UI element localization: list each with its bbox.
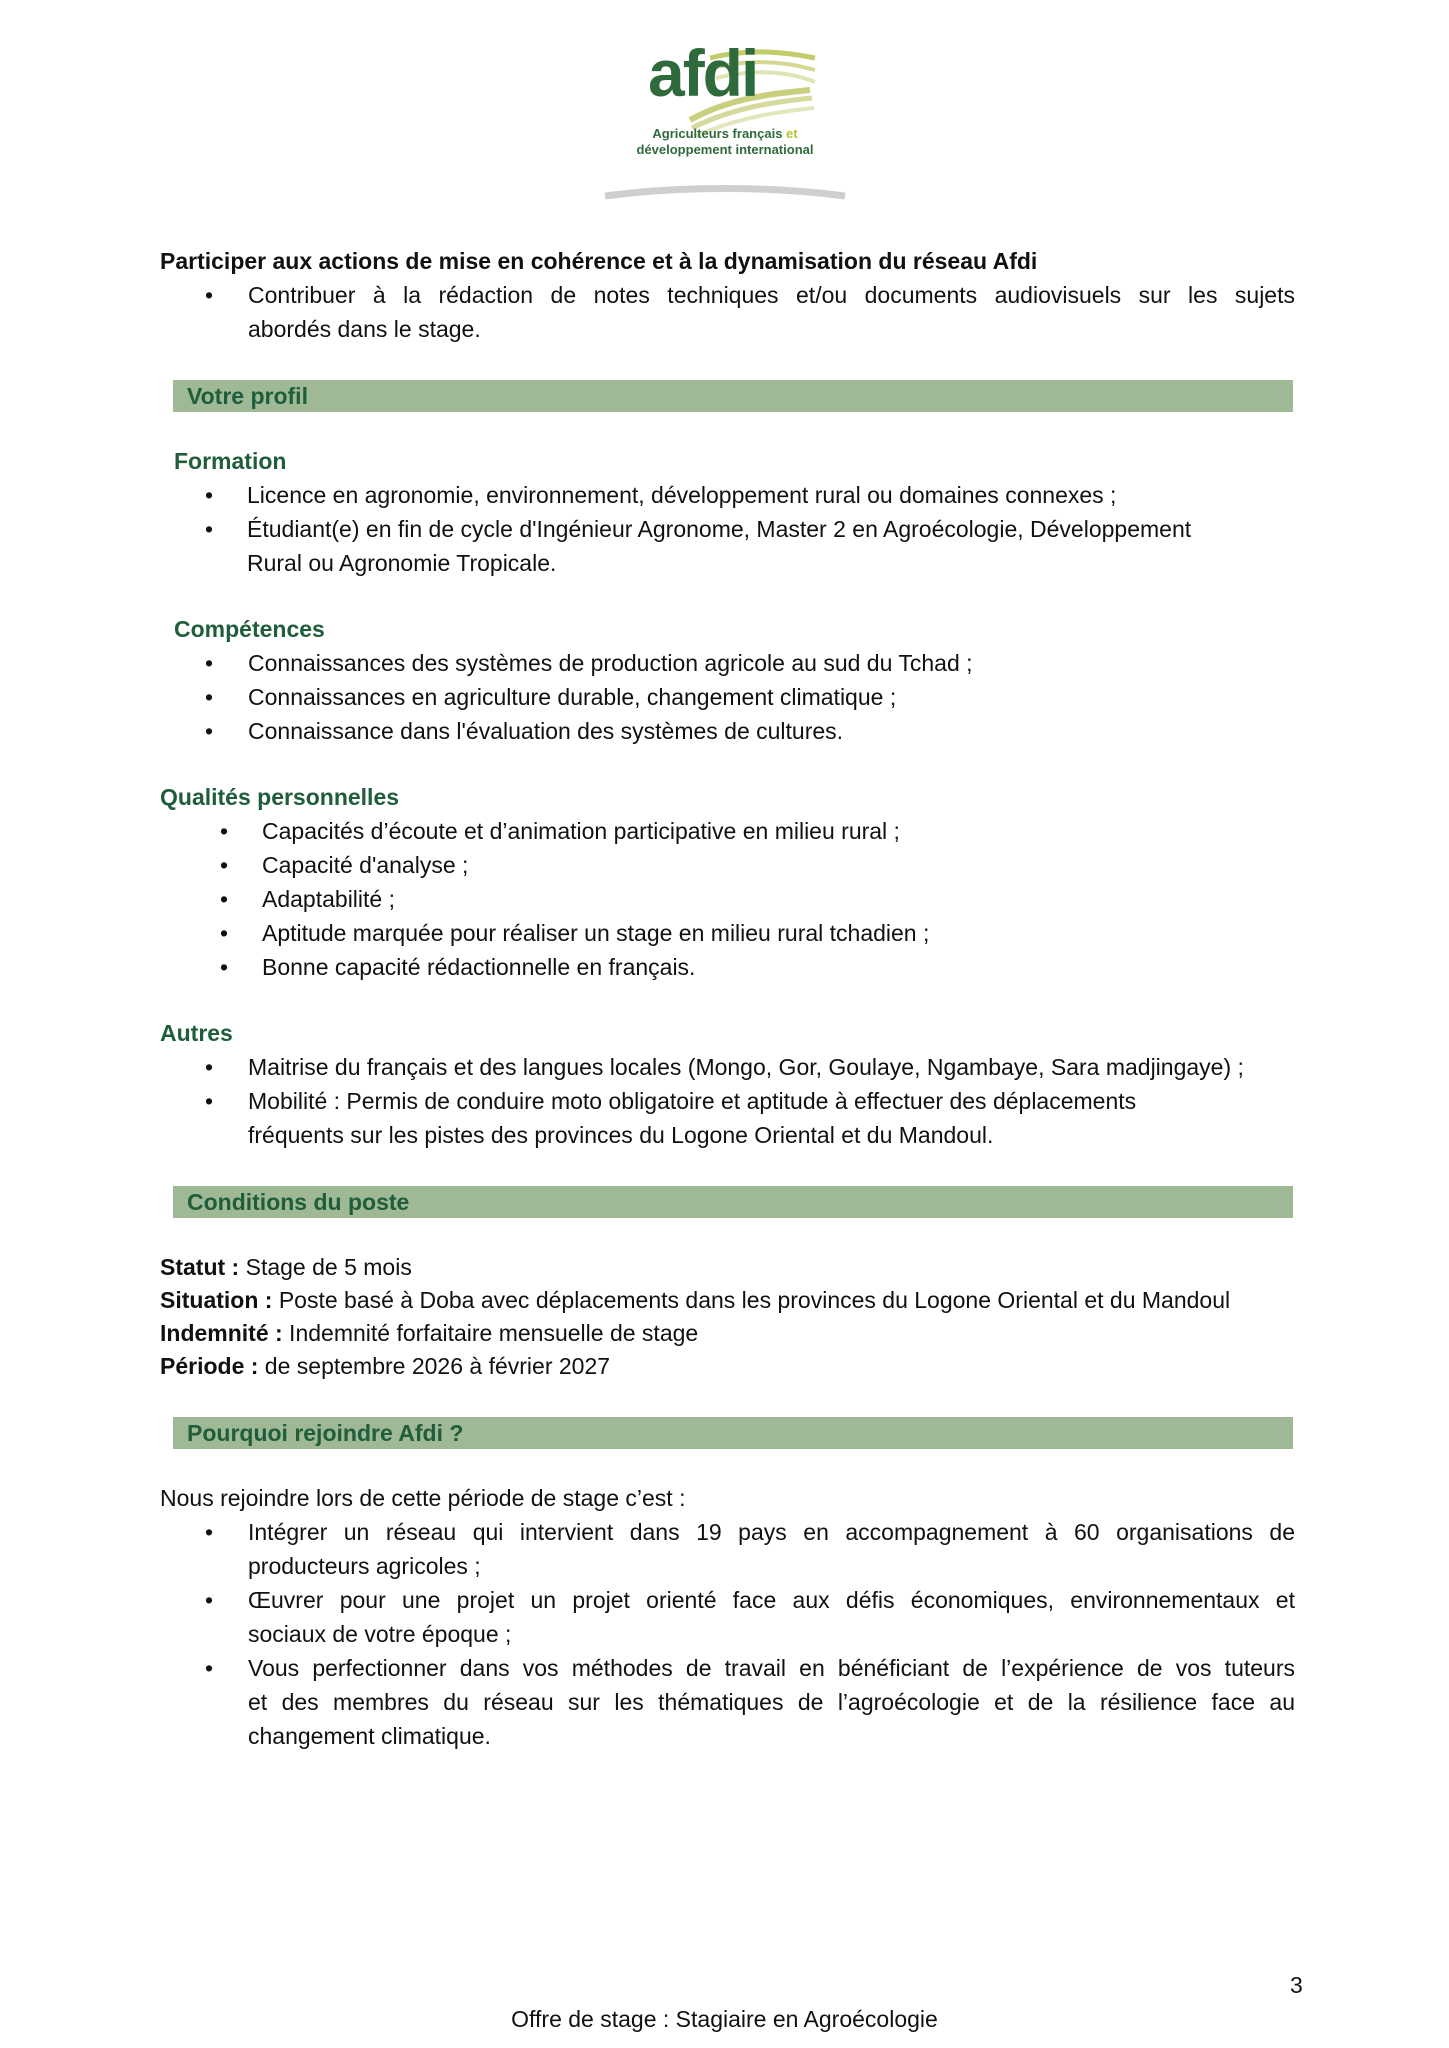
list-item-continuation: sociaux de votre époque ;: [248, 1621, 512, 1647]
subsection-title: Autres: [160, 1020, 233, 1046]
list-item-continuation: producteurs agricoles ;: [248, 1553, 481, 1579]
section-heading: Participer aux actions de mise en cohérence et à la dynamisation du réseau Afdi: [160, 248, 1038, 274]
logo-tagline-1: Agriculteurs français et: [652, 126, 798, 141]
page-footer: Offre de stage : Stagiaire en Agroécologie: [511, 2006, 938, 2032]
list-item-continuation: fréquents sur les pistes des provinces du Logone Oriental et du Mandoul.: [248, 1122, 994, 1148]
section-band-pourquoi: Pourquoi rejoindre Afdi ?: [173, 1417, 1293, 1449]
page-number: 3: [1290, 1972, 1303, 1998]
subsection-title: Compétences: [174, 616, 325, 642]
list-item-continuation: changement climatique.: [248, 1723, 491, 1749]
condition-row: Période : de septembre 2026 à février 2027: [160, 1353, 611, 1379]
list-item-continuation: abordés dans le stage.: [248, 316, 481, 342]
document-page: afdi Agriculteurs français et développement international Participer aux actions de mise en cohérence et à la dynamisation du réseau Afdi • Contribuer à la rédaction de notes techniques et/ou documents audiovisuels sur les sujets abordés dans le stage. Votre profil Formation • Licence en agronomie, environnement, développement rural ou domaines connexes ; • Étudiant(e) en fin de cycle d'Ingénieur Agronome, Master 2 en Agroécologie, Développement Rural ou Agronomie Tropicale. Compétences • Connaissances des systèmes de production agricole au sud du Tchad ; • Connaissances en agriculture durable, changement climatique ; • Connaissance dans l'évaluation des systèmes de cultures. Qualités personnelles • Capacités d’écoute et d’animation participative en milieu rural ; • Capacité d'analyse ; • Adaptabilité ; • Aptitude marquée pour réaliser un stage en milieu rural tchadien ; • Bonne capacité rédactionnelle en français. Autres • Maitrise du français et des langues locales (Mongo, Gor, Goulaye, Ngambaye, Sara madjingaye) ; • Mobilité : Permis de conduire moto obligatoire et aptitude à effectuer des déplacements fréquents sur les pistes des provinces du Logone Oriental et du Mandoul. Conditions du poste Statut : Stage de 5 mois Situation : Poste basé à Doba avec déplacements dans les provinces du Logone Oriental et du Mandoul Indemnité : Indemnité forfaitaire mensuelle de stage Période : de septembre 2026 à février 2027 Pourquoi rejoindre Afdi ? Nous rejoindre lors de cette période de stage c’est : • Intégrer un réseau qui intervient dans 19 pays en accompagnement à 60 organisations de producteurs agricoles ; • Œuvrer pour une projet un projet orienté face aux défis économiques, environnementaux et sociaux de votre époque ; • Vous perfectionner dans vos méthodes de travail en bénéficiant de l’expérience de vos tuteurs et des membres du réseau sur les thématiques de l’agroécologie et de la résilience face au changement climatique. 3 Offre de stage : Stagiaire en Agroécologie: [0, 0, 1449, 2048]
list-item-continuation: Rural ou Agronomie Tropicale.: [247, 550, 557, 576]
logo-tagline-2: développement international: [636, 142, 814, 157]
condition-row: Statut : Stage de 5 mois: [160, 1254, 412, 1280]
subsection-title: Formation: [174, 448, 287, 474]
list-item-continuation: et des membres du réseau sur les thématiques de l’agroécologie et de la résilience face au: [248, 1689, 1295, 1715]
subsection-title: Qualités personnelles: [160, 784, 400, 810]
section-band-profil: Votre profil: [173, 380, 1293, 412]
paragraph: Nous rejoindre lors de cette période de stage c’est :: [160, 1485, 686, 1511]
afdi-logo: [600, 28, 850, 208]
condition-row: Situation : Poste basé à Doba avec déplacements dans les provinces du Logone Oriental et du Mandoul: [160, 1287, 1231, 1313]
section-band-conditions: Conditions du poste: [173, 1186, 1293, 1218]
logo-wordmark: afdi: [648, 36, 758, 110]
condition-row: Indemnité : Indemnité forfaitaire mensuelle de stage: [160, 1320, 699, 1346]
